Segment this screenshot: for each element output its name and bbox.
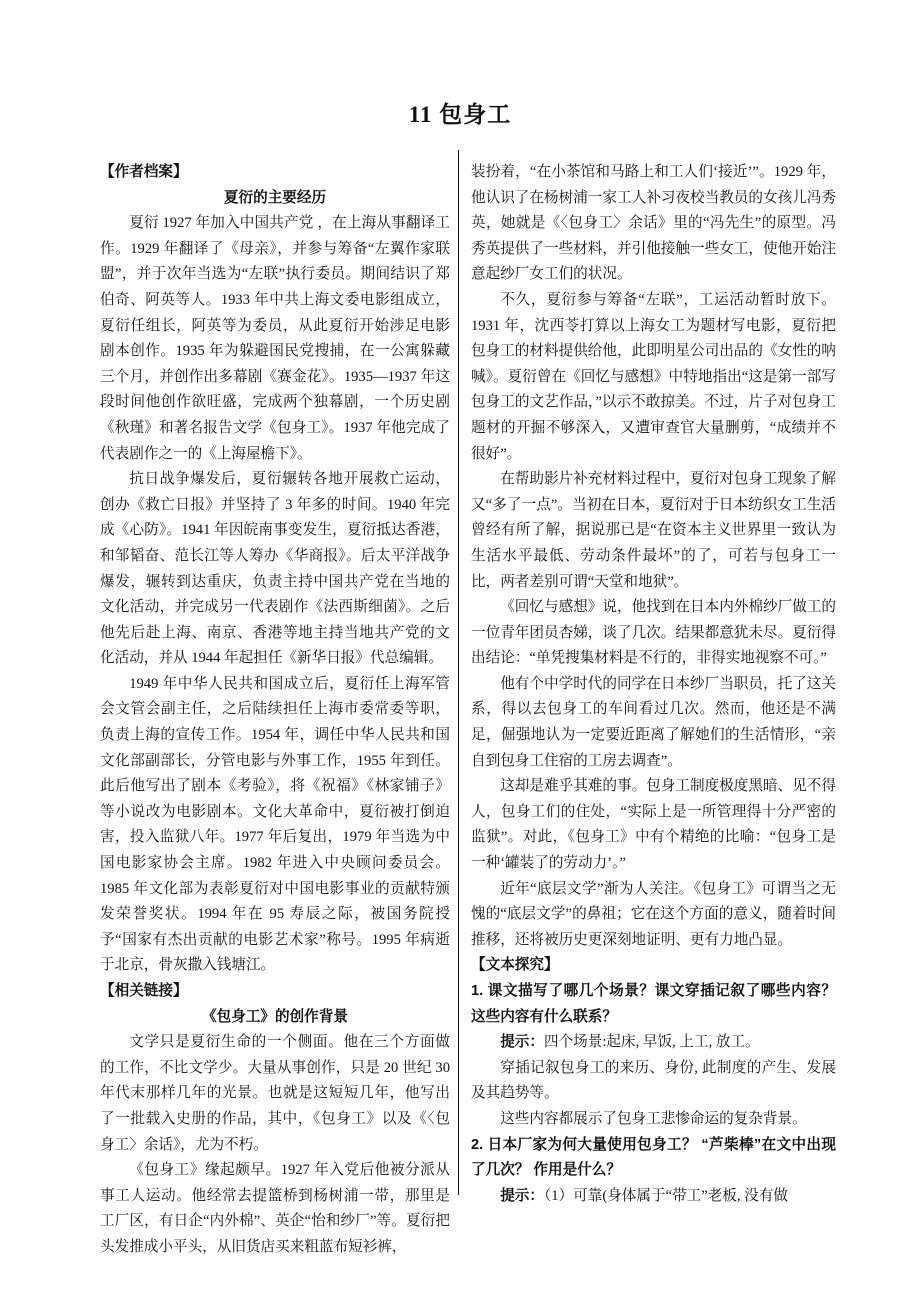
paragraph: 不久，夏衍参与筹备“左联”，工运活动暂时放下。1931 年，沈西苓打算以上海女工为题材写电影，夏衍把包身工的材料提供给他，此即明星公司出品的《女性的呐喊》。夏衍曾在《回忆与感想》中特地指出“这是第一部写包身工的文艺作品，”以示不敢掠美。不过，片子对包身工题材的开掘不够深入，又遭审查官大量删剪，“成绩并不很好”。	[471, 291, 836, 462]
paragraph: 装扮着，“在小茶馆和马路上和工人们‘接近’”。1929 年，他认识了在杨树浦一家工人补习夜校当教员的女孩儿冯秀英，她就是《〈包身工〉余话》里的“冯先生”的原型。冯秀英提供了一些材料，并引他接触一些女工，使他开始注意起纱厂女工们的状况。	[471, 164, 836, 283]
question-1: 1. 课文描写了哪几个场景？课文穿插记叙了哪些内容？ 这些内容有什么联系？	[471, 983, 836, 1025]
paragraph: 近年“底层文学”渐为人关注。《包身工》可谓当之无愧的“底层文学”的鼻祖；它在这个方面的意义，随着时间推移，还将被历史更深刻地证明、更有力地凸显。	[471, 880, 836, 948]
paragraph: 《回忆与感想》说，他找到在日本内外棉纱厂做工的一位青年团员杏娣，谈了几次。结果都意犹未尽。夏衍得出结论：“单凭搜集材料是不行的，非得实地视察不可。”	[471, 599, 836, 667]
section-heading-author: 【作者档案】	[100, 164, 188, 180]
section-heading-links: 【相关链接】	[100, 983, 188, 999]
answer-1-hint	[471, 1030, 836, 1056]
question-2: 2. 日本厂家为何大量使用包身工？ “芦柴棒”在文中出现了几次？ 作用是什么？	[471, 1136, 836, 1179]
answer-1-part-3: 这些内容都展示了包身工悲惨命运的复杂背景。	[500, 1110, 807, 1127]
hint-label: 提示：	[500, 1187, 544, 1204]
column-divider	[458, 150, 459, 1195]
paragraph: 夏衍 1927 年加入中国共产党 ，在上海从事翻译工作。1929 年翻译了《母亲》，并参与筹备“左翼作家联盟”，并于次年当选为“左联”执行委员。期间结识了郑伯奇、阿英等人。1933 年中共上海文委电影组成立，夏衍任组长，阿英等为委员，从此夏衍开始涉足电影剧本创作。1935 年为躲避国民党搜捕，在一公寓躲藏三个月，并创作出多幕剧《赛金花》。1935—1937 年这段时间他创作欲旺盛，完成两个独幕剧，一个历史剧《秋瑾》和著名报告文学《包身工》。1937 年他完成了代表剧作之一的《上海屋檐下》。	[100, 215, 450, 462]
paragraph: 1949 年中华人民共和国成立后，夏衍任上海军管会文管会副主任，之后陆续担任上海市委常委等职，负责上海的宣传工作。1954 年，调任中华人民共和国文化部副部长，分管电影与外事工作，1955 年到任。此后他写出了剧本《考验》，将《祝福》《林家铺子》等小说改为电影剧本。文化大革命中，夏衍被打倒迫害，投入监狱八年。1977 年后复出，1979 年当选为中国电影家协会主席。1982 年进入中央顾问委员会。1985 年文化部为表彰夏衍对中国电影事业的贡献特颁发荣誉奖状。1994 年在 95 寿辰之际，被国务院授予“国家有杰出贡献的电影艺术家”称号。1995 年病逝于北京，骨灰撒入钱塘江。	[100, 675, 450, 974]
paragraph: 文学只是夏衍生命的一个侧面。他在三个方面做的工作，不比文学少。大量从事创作，只是 20 世纪 30 年代末那样几年的光景。也就是这短短几年，他写出了一批载入史册的作品，其中，《包身工》以及《〈包身工〉余话》，尤为不朽。	[100, 1034, 450, 1153]
paragraph: 他有个中学时代的同学在日本纱厂当职员，托了这关系，得以去包身工的车间看过几次。然而，他还是不满足，倔强地认为一定要近距离了解她们的生活情形，“亲自到包身工住宿的工房去调查”。	[471, 675, 836, 769]
paragraph: 抗日战争爆发后，夏衍辗转各地开展救亡运动，创办《救亡日报》并坚持了 3 年多的时间。1940 年完成《心防》。1941 年因皖南事变发生，夏衍抵达香港，和邹韬奋、范长江等人筹办《华商报》。后太平洋战争爆发，辗转到达重庆，负责主持中国共产党在当地的文化活动，并完成另一代表剧作《法西斯细菌》。之后他先后赴上海、南京、香港等地主持当地共产党的文化活动，并从 1944 年起担任《新华日报》代总编辑。	[100, 471, 450, 667]
page-title: 11 包身工	[408, 102, 512, 127]
section-heading-exploration: 【文本探究】	[471, 957, 559, 974]
hint-label: 提示：	[500, 1034, 544, 1051]
answer-1-part-2: 穿插记叙包身工的来历、身份, 此制度的产生、发展及其趋势等。	[471, 1059, 836, 1102]
hint-text: 四个场景:起床, 早饭, 上工, 放工。	[543, 1034, 760, 1051]
hint-text: （1）可靠(身体属于“带工”老板, 没有做	[543, 1187, 789, 1204]
subheading-experience: 夏衍的主要经历	[223, 189, 327, 206]
answer-2-hint	[471, 1184, 836, 1210]
paragraph: 这却是难乎其难的事。包身工制度极度黑暗、见不得人，包身工们的住处，“实际上是一所管理得十分严密的监狱”。对此，《包身工》中有个精绝的比喻：“包身工是一种‘罐装了的劳动力’。”	[471, 778, 836, 872]
paragraph: 在帮助影片补充材料过程中，夏衍对包身工现象了解又“多了一点”。当初在日本，夏衍对于日本纺织女工生活曾经有所了解，据说那已是“在资本主义世界里一致认为生活水平最低、劳动条件最坏”的了，可若与包身工一比，两者差别可谓“天堂和地狱”。	[471, 471, 836, 590]
left-column	[100, 160, 450, 1261]
right-column	[471, 160, 836, 1209]
paragraph: 《包身工》缘起颇早。1927 年入党后他被分派从事工人运动。他经常去提篮桥到杨树浦一带，那里是工厂区，有日企“内外棉”、英企“怡和纱厂”等。夏衍把头发推成小平头，从旧货店买来粗蓝布短衫裤，	[100, 1162, 450, 1255]
subheading-background: 《包身工》的创作背景	[202, 1008, 348, 1025]
